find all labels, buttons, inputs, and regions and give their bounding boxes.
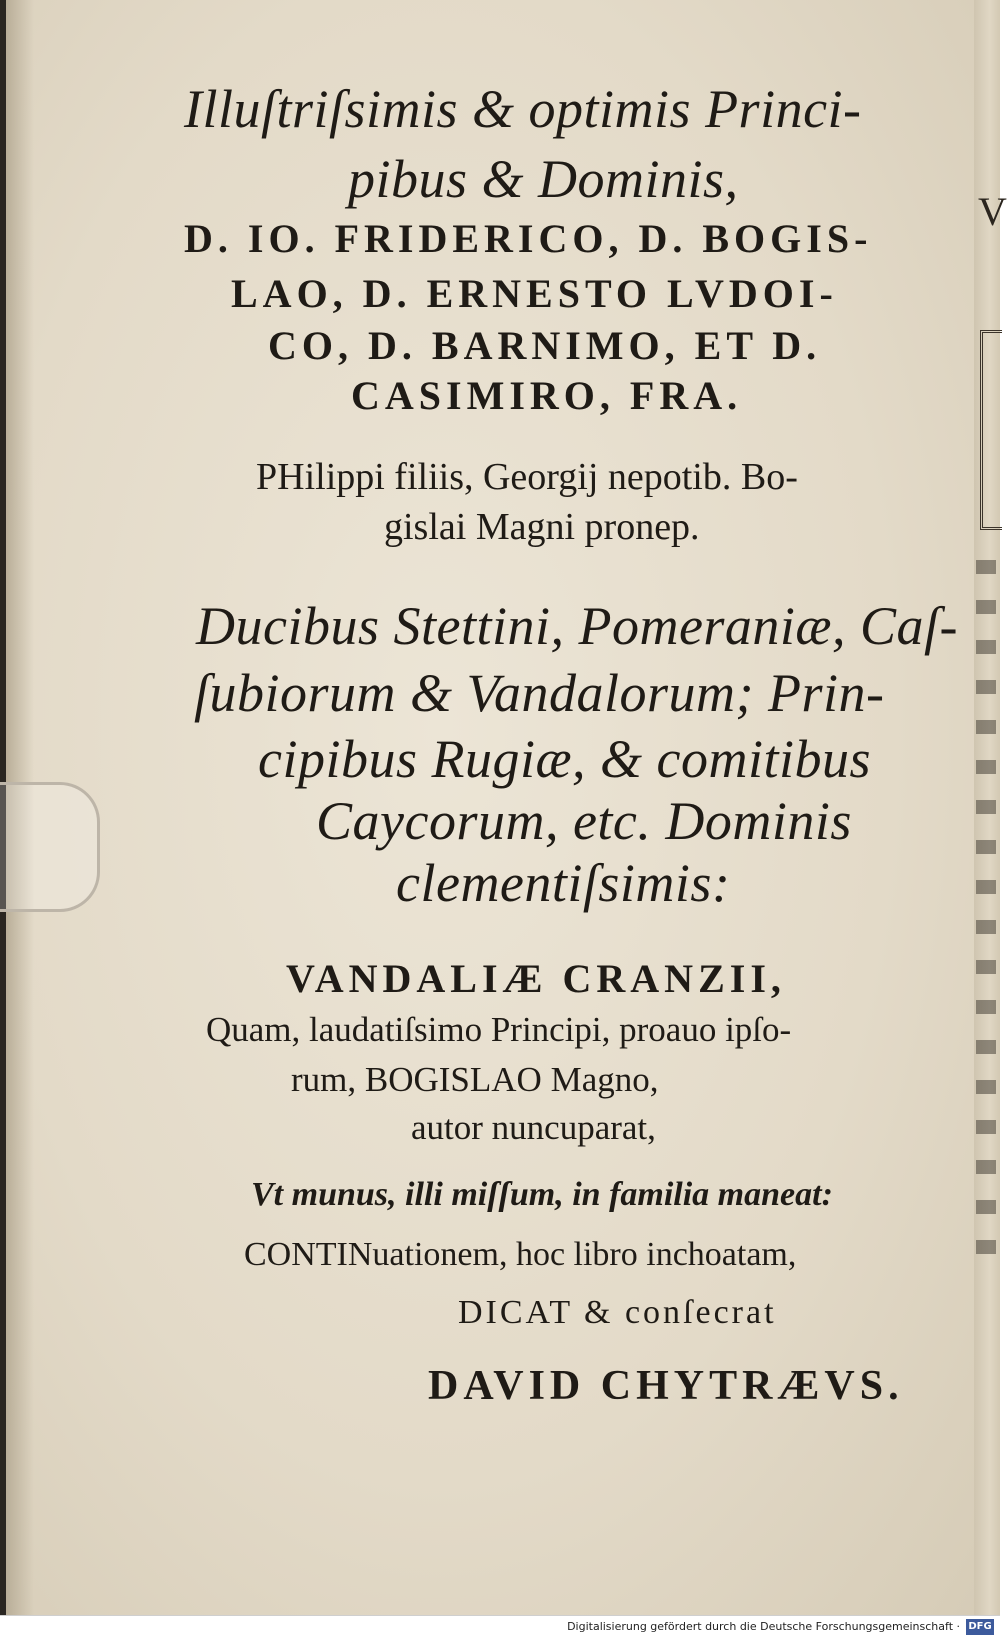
dedication-line-14: VANDALIÆ CRANZII,: [286, 956, 786, 1001]
dedication-line-7: PHilippi filiis, Georgij nepotib. Bo-: [256, 456, 798, 498]
dedication-line-11: cipibus Rugiæ, & comitibus: [258, 729, 871, 789]
dedication-line-15: Quam, laudatiſsimo Principi, proauo ipſo-: [206, 1010, 792, 1049]
dedication-line-18: Vt munus, illi miſſum, in familia maneat:: [251, 1176, 833, 1213]
page-clip: [0, 782, 100, 912]
ornament-border: [980, 330, 1002, 530]
facing-page-edge: [974, 0, 1007, 1615]
dedication-line-9: Ducibus Stettini, Pomeraniæ, Caſ-: [196, 596, 958, 656]
footer-credit: Digitalisierung gefördert durch die Deutsche Forschungsgemeinschaft ·: [567, 1620, 960, 1633]
dedication-line-20: DICAT & conſecrat: [458, 1294, 777, 1331]
dedication-line-1: Illuſtriſsimis & optimis Princi-: [184, 79, 862, 139]
dedication-line-17: autor nuncuparat,: [411, 1108, 656, 1147]
dedication-line-16: rum, BOGISLAO Magno,: [291, 1060, 659, 1099]
dedication-line-2: pibus & Dominis,: [348, 149, 739, 209]
footer-bar: [0, 1615, 1000, 1641]
dedication-line-4: LAO, D. ERNESTO LVDOI-: [231, 271, 838, 316]
dedication-line-10: ſubiorum & Vandalorum; Prin-: [194, 663, 885, 723]
dedication-line-13: clementiſsimis:: [396, 853, 731, 913]
facing-page-text-fragments: [976, 560, 996, 1280]
dedication-line-12: Caycorum, etc. Dominis: [316, 791, 852, 851]
facing-page-initial: V: [978, 189, 1007, 234]
dfg-logo: DFG: [966, 1619, 994, 1635]
book-page: [6, 0, 974, 1615]
dedication-line-5: CO, D. BARNIMO, ET D.: [268, 323, 822, 368]
dedication-line-21: DAVID CHYTRÆVS.: [428, 1363, 904, 1409]
dedication-line-6: CASIMIRO, FRA.: [351, 373, 743, 418]
dedication-line-3: D. IO. FRIDERICO, D. BOGIS-: [184, 216, 873, 261]
dedication-line-8: gislai Magni pronep.: [384, 506, 700, 548]
dedication-line-19: CONTINuationem, hoc libro inchoatam,: [244, 1236, 797, 1273]
